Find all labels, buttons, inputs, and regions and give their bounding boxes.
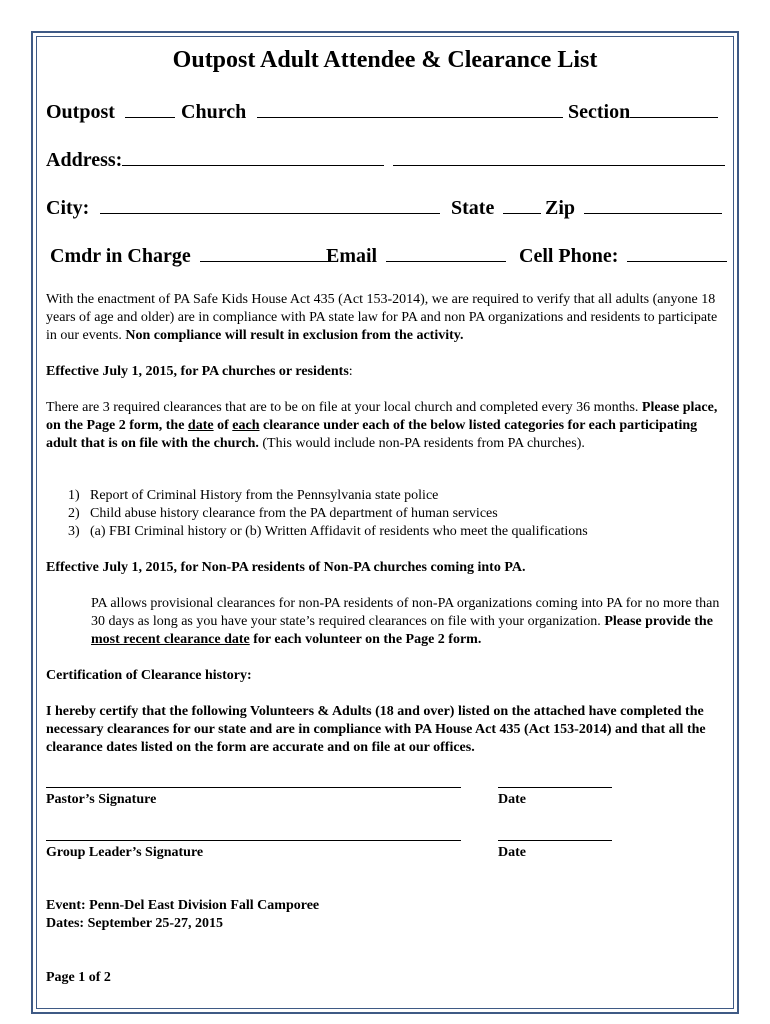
cell-row <box>519 245 727 268</box>
pa-heading-text: Effective July 1, 2015, for PA churches or residents <box>46 364 349 379</box>
event-dates: Dates: September 25-27, 2015 <box>46 916 224 931</box>
section-row <box>568 101 718 124</box>
section-label: Section <box>568 101 631 123</box>
pa-p1: There are 3 required clearances that are to be on file at your local church and completed every 36 months. <box>46 400 639 415</box>
address-field-2[interactable] <box>393 149 725 166</box>
city-label: City: <box>46 197 90 219</box>
list-item: 1) Report of Criminal History from the Pennsylvania state police <box>68 488 439 503</box>
address-label: Address: <box>46 149 123 171</box>
cmdr-field[interactable] <box>200 245 328 262</box>
nonpa-bold: Please provide the most recent clearance date for each volunteer on the Page 2 form. <box>91 614 713 647</box>
cell-label: Cell Phone: <box>519 245 619 267</box>
intro-warning: Non compliance will result in exclusion from the activity. <box>125 328 464 343</box>
list-item: 2) Child abuse history clearance from the PA department of human services <box>68 506 498 521</box>
city-field[interactable] <box>100 197 440 214</box>
state-row <box>451 197 541 220</box>
zip-label: Zip <box>545 197 576 219</box>
cmdr-row <box>50 245 328 268</box>
cmdr-label: Cmdr in Charge <box>50 245 191 267</box>
event-name: Event: Penn-Del East Division Fall Camporee <box>46 898 320 913</box>
email-row <box>326 245 506 268</box>
outpost-label: Outpost <box>46 101 115 123</box>
clearance-list <box>68 487 588 541</box>
nonpa-heading: Effective July 1, 2015, for Non-PA residents of Non-PA churches coming into PA. <box>46 560 526 575</box>
pa-heading-colon: : <box>348 364 353 379</box>
page-number: Page 1 of 2 <box>46 970 111 985</box>
email-field[interactable] <box>386 245 506 262</box>
leader-signature-line[interactable] <box>46 840 461 841</box>
church-field[interactable] <box>257 101 563 118</box>
nonpa-text: PA allows provisional clearances for non-PA residents of non-PA organizations coming into PA for no more than 30 days as long as you have your state’s required clearances on file with your organization. <box>91 596 720 629</box>
email-label: Email <box>326 245 378 267</box>
outpost-field[interactable] <box>125 101 175 118</box>
certification-text: I hereby certify that the following Volunteers & Adults (18 and over) listed on the attached have completed the necessary clearances for our state and are in compliance with PA House Act 435 (Act 153-2014) and that all the clearance dates listed on the form are accurate and on file at our offices. <box>46 704 706 755</box>
leader-date-label: Date <box>498 845 526 860</box>
pastor-date-label: Date <box>498 792 526 807</box>
pastor-date-line[interactable] <box>498 787 612 788</box>
church-label: Church <box>181 101 247 123</box>
list-item: 3) (a) FBI Criminal history or (b) Written Affidavit of residents who meet the qualifications <box>68 524 588 539</box>
address-field-1[interactable] <box>122 149 384 166</box>
pa-p2-bold: Please place, on the Page 2 form, the date of each clearance under each of the below listed categories for each participating adult that is on file with the church. <box>46 400 718 451</box>
pastor-signature-line[interactable] <box>46 787 461 788</box>
intro-text: With the enactment of PA Safe Kids House Act 435 (Act 153-2014), we are required to verify that all adults (anyone 18 years of age and older) are in compliance with PA state law for PA and non PA organizations and residents to participate in our events. <box>46 292 718 343</box>
zip-row <box>545 197 722 220</box>
pastor-signature-label: Pastor’s Signature <box>46 792 157 807</box>
pa-p2-note: (This would include non-PA residents from PA churches). <box>258 436 585 451</box>
church-row <box>181 101 563 124</box>
outpost-row <box>46 101 175 124</box>
page-title: Outpost Adult Attendee & Clearance List <box>172 47 598 73</box>
certification-heading: Certification of Clearance history: <box>46 668 252 683</box>
intro-paragraph <box>46 291 726 345</box>
pa-heading <box>46 363 726 381</box>
section-field[interactable] <box>630 101 718 118</box>
zip-field[interactable] <box>584 197 722 214</box>
leader-signature-label: Group Leader’s Signature <box>46 845 204 860</box>
state-label: State <box>451 197 495 219</box>
address-row <box>46 149 725 172</box>
state-field[interactable] <box>503 197 541 214</box>
leader-date-line[interactable] <box>498 840 612 841</box>
cell-field[interactable] <box>627 245 727 262</box>
nonpa-paragraph <box>91 595 726 649</box>
pa-paragraph <box>46 399 726 453</box>
city-row <box>46 197 440 220</box>
